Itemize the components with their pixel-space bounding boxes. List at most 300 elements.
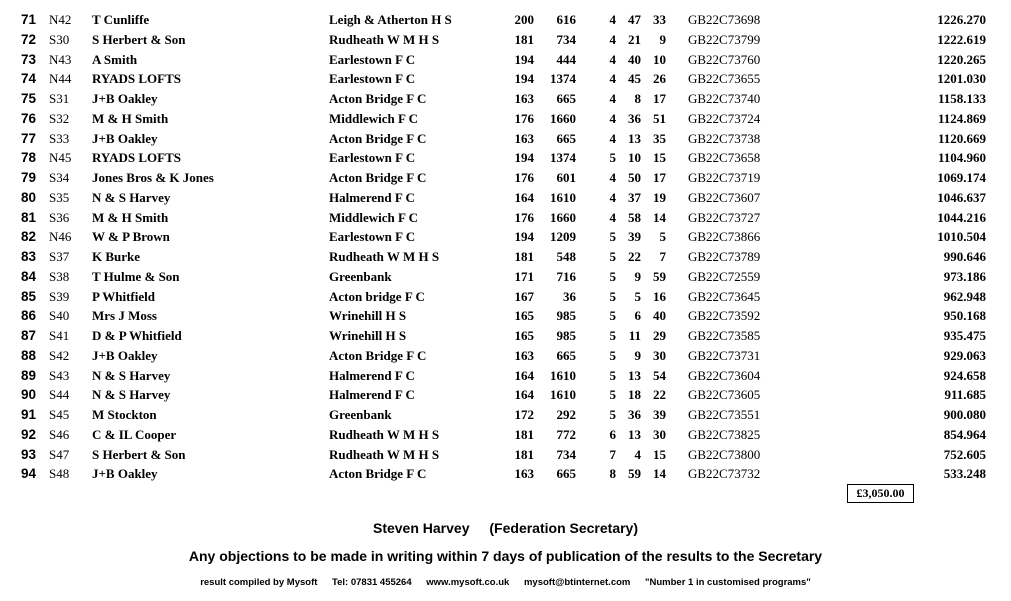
time-hours-cell: 22: [628, 249, 641, 264]
distance-yards-cell: 36: [563, 288, 576, 304]
velocity-cell: 962.948: [943, 288, 986, 304]
section-code-cell: N42: [49, 12, 72, 27]
time-day-cell: 4: [609, 31, 616, 47]
time-hours-cell: 11: [628, 328, 641, 343]
velocity-cell: 1220.265: [937, 51, 986, 67]
table-row: [0, 168, 1011, 187]
time-day-cell: 5: [609, 328, 616, 343]
member-name-cell: Mrs J Moss: [92, 308, 157, 324]
section-code-cell: N46: [49, 229, 72, 245]
ring-number-cell: GB22C73645: [688, 288, 761, 304]
time-day-cell: 5: [609, 268, 616, 284]
ring-number-cell: GB22C73698: [688, 12, 761, 27]
time-day-cell: 5: [609, 249, 616, 264]
footer-web: www.mysoft.co.uk: [426, 577, 510, 588]
time-minutes-cell: 40: [653, 308, 666, 324]
club-cell: Greenbank: [329, 407, 392, 422]
distance-yards-cell: 444: [556, 51, 576, 67]
distance-miles-cell: 165: [514, 328, 534, 343]
distance-miles-cell: 171: [514, 268, 534, 284]
club-cell: Acton Bridge F C: [329, 91, 427, 106]
ring-number-cell: GB22C73800: [688, 446, 761, 462]
time-day-cell: 4: [609, 170, 616, 185]
section-code-cell: S42: [49, 347, 70, 363]
position-cell: 76: [20, 110, 36, 126]
time-minutes-cell: 15: [653, 150, 666, 166]
member-name-cell: S Herbert & Son: [92, 446, 186, 462]
member-name-cell: T Cunliffe: [92, 12, 150, 27]
time-hours-cell: 5: [634, 288, 641, 304]
table-row: [0, 227, 1011, 246]
table-row: [0, 287, 1011, 306]
time-hours-cell: 4: [634, 446, 641, 462]
section-code-cell: S46: [49, 426, 70, 442]
position-cell: 75: [20, 91, 36, 106]
time-day-cell: 5: [609, 288, 616, 304]
table-row: [0, 405, 1011, 424]
member-name-cell: M & H Smith: [92, 110, 169, 126]
secretary-role: (Federation Secretary): [489, 520, 638, 536]
distance-miles-cell: 176: [514, 170, 534, 185]
distance-yards-cell: 665: [556, 466, 576, 482]
member-name-cell: M Stockton: [92, 407, 157, 422]
secretary-line: [0, 520, 1011, 536]
member-name-cell: RYADS LOFTS: [92, 71, 182, 87]
distance-yards-cell: 985: [556, 308, 576, 324]
ring-number-cell: GB22C73607: [688, 189, 761, 205]
distance-miles-cell: 172: [514, 407, 534, 422]
ring-number-cell: GB22C73719: [688, 170, 761, 185]
position-cell: 88: [20, 347, 36, 363]
velocity-cell: 990.646: [943, 249, 986, 264]
table-row: [0, 50, 1011, 69]
time-day-cell: 4: [609, 12, 616, 27]
time-minutes-cell: 29: [653, 328, 666, 343]
table-row: [0, 148, 1011, 167]
distance-miles-cell: 165: [514, 308, 534, 324]
ring-number-cell: GB22C73724: [688, 110, 761, 126]
distance-yards-cell: 1610: [550, 387, 576, 403]
time-minutes-cell: 30: [653, 347, 666, 363]
time-day-cell: 5: [609, 229, 616, 245]
member-name-cell: S Herbert & Son: [92, 31, 186, 47]
velocity-cell: 935.475: [943, 328, 986, 343]
member-name-cell: J+B Oakley: [92, 130, 158, 146]
member-name-cell: K Burke: [92, 249, 141, 264]
club-cell: Halmerend F C: [329, 189, 415, 205]
footer-compiled: result compiled by Mysoft: [200, 577, 318, 588]
distance-yards-cell: 292: [556, 407, 576, 422]
position-cell: 80: [20, 189, 36, 205]
member-name-cell: A Smith: [92, 51, 138, 67]
ring-number-cell: GB22C73658: [688, 150, 761, 166]
time-minutes-cell: 17: [653, 91, 666, 106]
club-cell: Rudheath W M H S: [329, 31, 440, 47]
time-hours-cell: 40: [628, 51, 641, 67]
secretary-name: Steven Harvey: [372, 520, 470, 536]
distance-yards-cell: 734: [556, 446, 576, 462]
section-code-cell: S30: [49, 31, 70, 47]
distance-yards-cell: 1610: [550, 367, 576, 383]
table-row: [0, 69, 1011, 88]
time-minutes-cell: 35: [653, 130, 666, 146]
table-row: [0, 208, 1011, 227]
distance-miles-cell: 181: [514, 31, 534, 47]
time-minutes-cell: 7: [659, 249, 666, 264]
member-name-cell: C & IL Cooper: [92, 426, 177, 442]
position-cell: 92: [20, 426, 36, 442]
velocity-cell: 924.658: [943, 367, 986, 383]
section-code-cell: S37: [49, 249, 70, 264]
time-day-cell: 4: [609, 130, 616, 146]
time-hours-cell: 50: [628, 170, 641, 185]
club-cell: Wrinehill H S: [329, 308, 407, 324]
time-day-cell: 5: [609, 150, 616, 166]
velocity-cell: 1104.960: [937, 150, 986, 166]
time-hours-cell: 21: [628, 31, 641, 47]
distance-miles-cell: 200: [514, 12, 534, 27]
member-name-cell: J+B Oakley: [92, 91, 158, 106]
velocity-cell: 1222.619: [937, 31, 986, 47]
ring-number-cell: GB22C73799: [688, 31, 761, 47]
distance-yards-cell: 1374: [550, 71, 576, 87]
distance-yards-cell: 1660: [550, 110, 576, 126]
time-minutes-cell: 33: [653, 12, 666, 27]
member-name-cell: W & P Brown: [92, 229, 170, 245]
club-cell: Earlestown F C: [329, 150, 416, 166]
distance-yards-cell: 548: [556, 249, 576, 264]
club-cell: Acton bridge F C: [329, 288, 425, 304]
time-minutes-cell: 14: [653, 466, 666, 482]
club-cell: Leigh & Atherton H S: [329, 12, 452, 27]
ring-number-cell: GB22C73738: [688, 130, 761, 146]
member-name-cell: Jones Bros & K Jones: [92, 170, 214, 185]
time-hours-cell: 37: [628, 189, 641, 205]
time-minutes-cell: 10: [653, 51, 666, 67]
objections-notice: Any objections to be made in writing within 7 days of publication of the results to the Secretary: [188, 548, 823, 564]
distance-miles-cell: 181: [514, 446, 534, 462]
ring-number-cell: GB22C73655: [688, 71, 761, 87]
section-code-cell: S47: [49, 446, 70, 462]
velocity-cell: 1124.869: [937, 110, 986, 126]
distance-miles-cell: 181: [514, 249, 534, 264]
member-name-cell: J+B Oakley: [92, 466, 158, 482]
section-code-cell: S39: [49, 288, 70, 304]
footer-email: mysoft@btinternet.com: [523, 577, 631, 588]
time-day-cell: 5: [609, 407, 616, 422]
time-minutes-cell: 16: [653, 288, 666, 304]
distance-miles-cell: 181: [514, 426, 534, 442]
time-day-cell: 8: [609, 466, 616, 482]
velocity-cell: 900.080: [943, 407, 986, 422]
table-row: [0, 89, 1011, 108]
member-name-cell: D & P Whitfield: [92, 328, 182, 343]
distance-miles-cell: 194: [514, 229, 534, 245]
time-minutes-cell: 22: [653, 387, 666, 403]
table-row: [0, 326, 1011, 345]
velocity-cell: 1044.216: [937, 209, 986, 225]
member-name-cell: M & H Smith: [92, 209, 169, 225]
club-cell: Rudheath W M H S: [329, 426, 440, 442]
ring-number-cell: GB22C73604: [688, 367, 761, 383]
time-minutes-cell: 19: [653, 189, 666, 205]
velocity-cell: 929.063: [943, 347, 986, 363]
distance-yards-cell: 665: [556, 91, 576, 106]
member-name-cell: RYADS LOFTS: [92, 150, 182, 166]
distance-miles-cell: 176: [514, 110, 534, 126]
ring-number-cell: GB22C72559: [688, 268, 761, 284]
position-cell: 85: [20, 288, 36, 304]
time-minutes-cell: 14: [653, 209, 666, 225]
time-hours-cell: 36: [628, 407, 641, 422]
ring-number-cell: GB22C73789: [688, 249, 761, 264]
distance-yards-cell: 734: [556, 31, 576, 47]
time-day-cell: 6: [609, 426, 616, 442]
time-hours-cell: 18: [628, 387, 641, 403]
position-cell: 94: [20, 466, 36, 482]
distance-yards-cell: 772: [556, 426, 576, 442]
velocity-cell: 1226.270: [937, 12, 986, 27]
distance-miles-cell: 164: [514, 367, 534, 383]
table-row: [0, 464, 1011, 483]
time-hours-cell: 59: [628, 466, 641, 482]
ring-number-cell: GB22C73727: [688, 209, 761, 225]
position-cell: 89: [20, 367, 36, 383]
section-code-cell: S32: [49, 110, 70, 126]
table-row: [0, 267, 1011, 286]
table-row: [0, 247, 1011, 266]
time-minutes-cell: 5: [659, 229, 666, 245]
time-minutes-cell: 51: [653, 110, 666, 126]
distance-yards-cell: 665: [556, 130, 576, 146]
member-name-cell: J+B Oakley: [92, 347, 158, 363]
position-cell: 87: [20, 328, 36, 343]
prize-total-box: [847, 484, 914, 503]
time-minutes-cell: 59: [653, 268, 666, 284]
distance-miles-cell: 163: [514, 347, 534, 363]
distance-miles-cell: 194: [514, 71, 534, 87]
section-code-cell: S48: [49, 466, 70, 482]
distance-yards-cell: 665: [556, 347, 576, 363]
time-day-cell: 5: [609, 347, 616, 363]
ring-number-cell: GB22C73605: [688, 387, 761, 403]
velocity-cell: 1046.637: [937, 189, 986, 205]
ring-number-cell: GB22C73732: [688, 466, 761, 482]
table-row: [0, 366, 1011, 385]
prize-total: £3,050.00: [856, 486, 905, 500]
distance-yards-cell: 601: [556, 170, 576, 185]
section-code-cell: S44: [49, 387, 70, 403]
velocity-cell: 973.186: [943, 268, 986, 284]
velocity-cell: 1201.030: [937, 71, 986, 87]
position-cell: 82: [20, 229, 36, 245]
distance-yards-cell: 616: [556, 12, 576, 27]
table-row: [0, 188, 1011, 207]
time-hours-cell: 13: [628, 130, 641, 146]
time-minutes-cell: 15: [653, 446, 666, 462]
club-cell: Earlestown F C: [329, 51, 416, 67]
section-code-cell: N43: [49, 51, 72, 67]
time-hours-cell: 39: [628, 229, 641, 245]
time-day-cell: 4: [609, 91, 616, 106]
ring-number-cell: GB22C73866: [688, 229, 761, 245]
section-code-cell: N45: [49, 150, 72, 166]
footer: [0, 577, 1011, 588]
velocity-cell: 752.605: [943, 446, 986, 462]
distance-yards-cell: 1610: [550, 189, 576, 205]
club-cell: Acton Bridge F C: [329, 466, 427, 482]
table-row: [0, 109, 1011, 128]
club-cell: Middlewich F C: [329, 110, 419, 126]
position-cell: 72: [20, 31, 36, 47]
velocity-cell: 854.964: [943, 426, 986, 442]
section-code-cell: S40: [49, 308, 70, 324]
member-name-cell: P Whitfield: [92, 288, 155, 304]
velocity-cell: 911.685: [944, 387, 986, 403]
time-day-cell: 5: [609, 387, 616, 403]
ring-number-cell: GB22C73760: [688, 51, 761, 67]
distance-miles-cell: 164: [514, 189, 534, 205]
position-cell: 79: [20, 170, 36, 185]
time-minutes-cell: 54: [653, 367, 666, 383]
time-hours-cell: 47: [628, 12, 641, 27]
distance-miles-cell: 163: [514, 91, 534, 106]
table-row: [0, 10, 1011, 29]
time-hours-cell: 10: [628, 150, 641, 166]
club-cell: Middlewich F C: [329, 209, 419, 225]
position-cell: 90: [20, 387, 36, 403]
time-minutes-cell: 26: [653, 71, 666, 87]
section-code-cell: S33: [49, 130, 70, 146]
distance-miles-cell: 194: [514, 150, 534, 166]
footer-slogan: "Number 1 in customised programs": [645, 577, 811, 588]
member-name-cell: N & S Harvey: [92, 367, 171, 383]
club-cell: Greenbank: [329, 268, 392, 284]
time-hours-cell: 13: [628, 426, 641, 442]
velocity-cell: 1010.504: [937, 229, 986, 245]
section-code-cell: S41: [49, 328, 70, 343]
time-hours-cell: 8: [634, 91, 641, 106]
section-code-cell: S35: [49, 189, 70, 205]
time-minutes-cell: 17: [653, 170, 666, 185]
position-cell: 83: [20, 249, 36, 264]
distance-yards-cell: 985: [556, 328, 576, 343]
velocity-cell: 1069.174: [937, 170, 986, 185]
time-day-cell: 5: [609, 308, 616, 324]
time-day-cell: 5: [609, 367, 616, 383]
distance-miles-cell: 176: [514, 209, 534, 225]
distance-yards-cell: 1209: [550, 229, 576, 245]
time-hours-cell: 45: [628, 71, 641, 87]
velocity-cell: 1158.133: [937, 91, 986, 106]
position-cell: 91: [20, 407, 36, 422]
velocity-cell: 533.248: [943, 466, 986, 482]
section-code-cell: N44: [49, 71, 72, 87]
member-name-cell: N & S Harvey: [92, 189, 171, 205]
distance-miles-cell: 164: [514, 387, 534, 403]
time-hours-cell: 6: [634, 308, 641, 324]
member-name-cell: N & S Harvey: [92, 387, 171, 403]
position-cell: 84: [20, 268, 36, 284]
table-row: [0, 346, 1011, 365]
velocity-cell: 1120.669: [937, 130, 986, 146]
position-cell: 71: [20, 12, 36, 27]
time-day-cell: 4: [609, 51, 616, 67]
position-cell: 81: [20, 209, 36, 225]
time-day-cell: 4: [609, 189, 616, 205]
distance-yards-cell: 716: [556, 268, 576, 284]
ring-number-cell: GB22C73740: [688, 91, 761, 106]
section-code-cell: S43: [49, 367, 70, 383]
distance-yards-cell: 1660: [550, 209, 576, 225]
club-cell: Rudheath W M H S: [329, 249, 440, 264]
time-hours-cell: 9: [634, 268, 641, 284]
club-cell: Acton Bridge F C: [329, 170, 427, 185]
distance-miles-cell: 194: [514, 51, 534, 67]
club-cell: Earlestown F C: [329, 71, 416, 87]
distance-miles-cell: 163: [514, 466, 534, 482]
position-cell: 86: [20, 308, 36, 324]
position-cell: 77: [20, 130, 36, 146]
table-row: [0, 385, 1011, 404]
table-row: [0, 30, 1011, 49]
club-cell: Acton Bridge F C: [329, 347, 427, 363]
club-cell: Halmerend F C: [329, 387, 415, 403]
ring-number-cell: GB22C73585: [688, 328, 761, 343]
time-hours-cell: 13: [628, 367, 641, 383]
section-code-cell: S38: [49, 268, 70, 284]
time-day-cell: 4: [609, 71, 616, 87]
ring-number-cell: GB22C73592: [688, 308, 761, 324]
distance-miles-cell: 163: [514, 130, 534, 146]
section-code-cell: S36: [49, 209, 70, 225]
position-cell: 73: [20, 51, 36, 67]
ring-number-cell: GB22C73825: [688, 426, 761, 442]
position-cell: 74: [20, 71, 36, 87]
member-name-cell: T Hulme & Son: [92, 268, 180, 284]
time-day-cell: 4: [609, 209, 616, 225]
club-cell: Acton Bridge F C: [329, 130, 427, 146]
distance-miles-cell: 167: [514, 288, 534, 304]
club-cell: Halmerend F C: [329, 367, 415, 383]
table-row: [0, 306, 1011, 325]
time-day-cell: 4: [609, 110, 616, 126]
club-cell: Wrinehill H S: [329, 328, 407, 343]
time-minutes-cell: 39: [653, 407, 666, 422]
club-cell: Rudheath W M H S: [329, 446, 440, 462]
section-code-cell: S45: [49, 407, 70, 422]
club-cell: Earlestown F C: [329, 229, 416, 245]
table-row: [0, 425, 1011, 444]
section-code-cell: S31: [49, 91, 70, 106]
time-hours-cell: 58: [628, 209, 641, 225]
table-row: [0, 445, 1011, 464]
distance-yards-cell: 1374: [550, 150, 576, 166]
footer-tel: Tel: 07831 455264: [332, 577, 412, 588]
ring-number-cell: GB22C73551: [688, 407, 761, 422]
position-cell: 93: [20, 446, 36, 462]
time-minutes-cell: 9: [659, 31, 666, 47]
section-code-cell: S34: [49, 170, 70, 185]
position-cell: 78: [20, 150, 36, 166]
time-day-cell: 7: [609, 446, 616, 462]
time-minutes-cell: 30: [653, 426, 666, 442]
time-hours-cell: 36: [628, 110, 641, 126]
table-row: [0, 129, 1011, 148]
ring-number-cell: GB22C73731: [688, 347, 761, 363]
velocity-cell: 950.168: [943, 308, 986, 324]
time-hours-cell: 9: [634, 347, 641, 363]
